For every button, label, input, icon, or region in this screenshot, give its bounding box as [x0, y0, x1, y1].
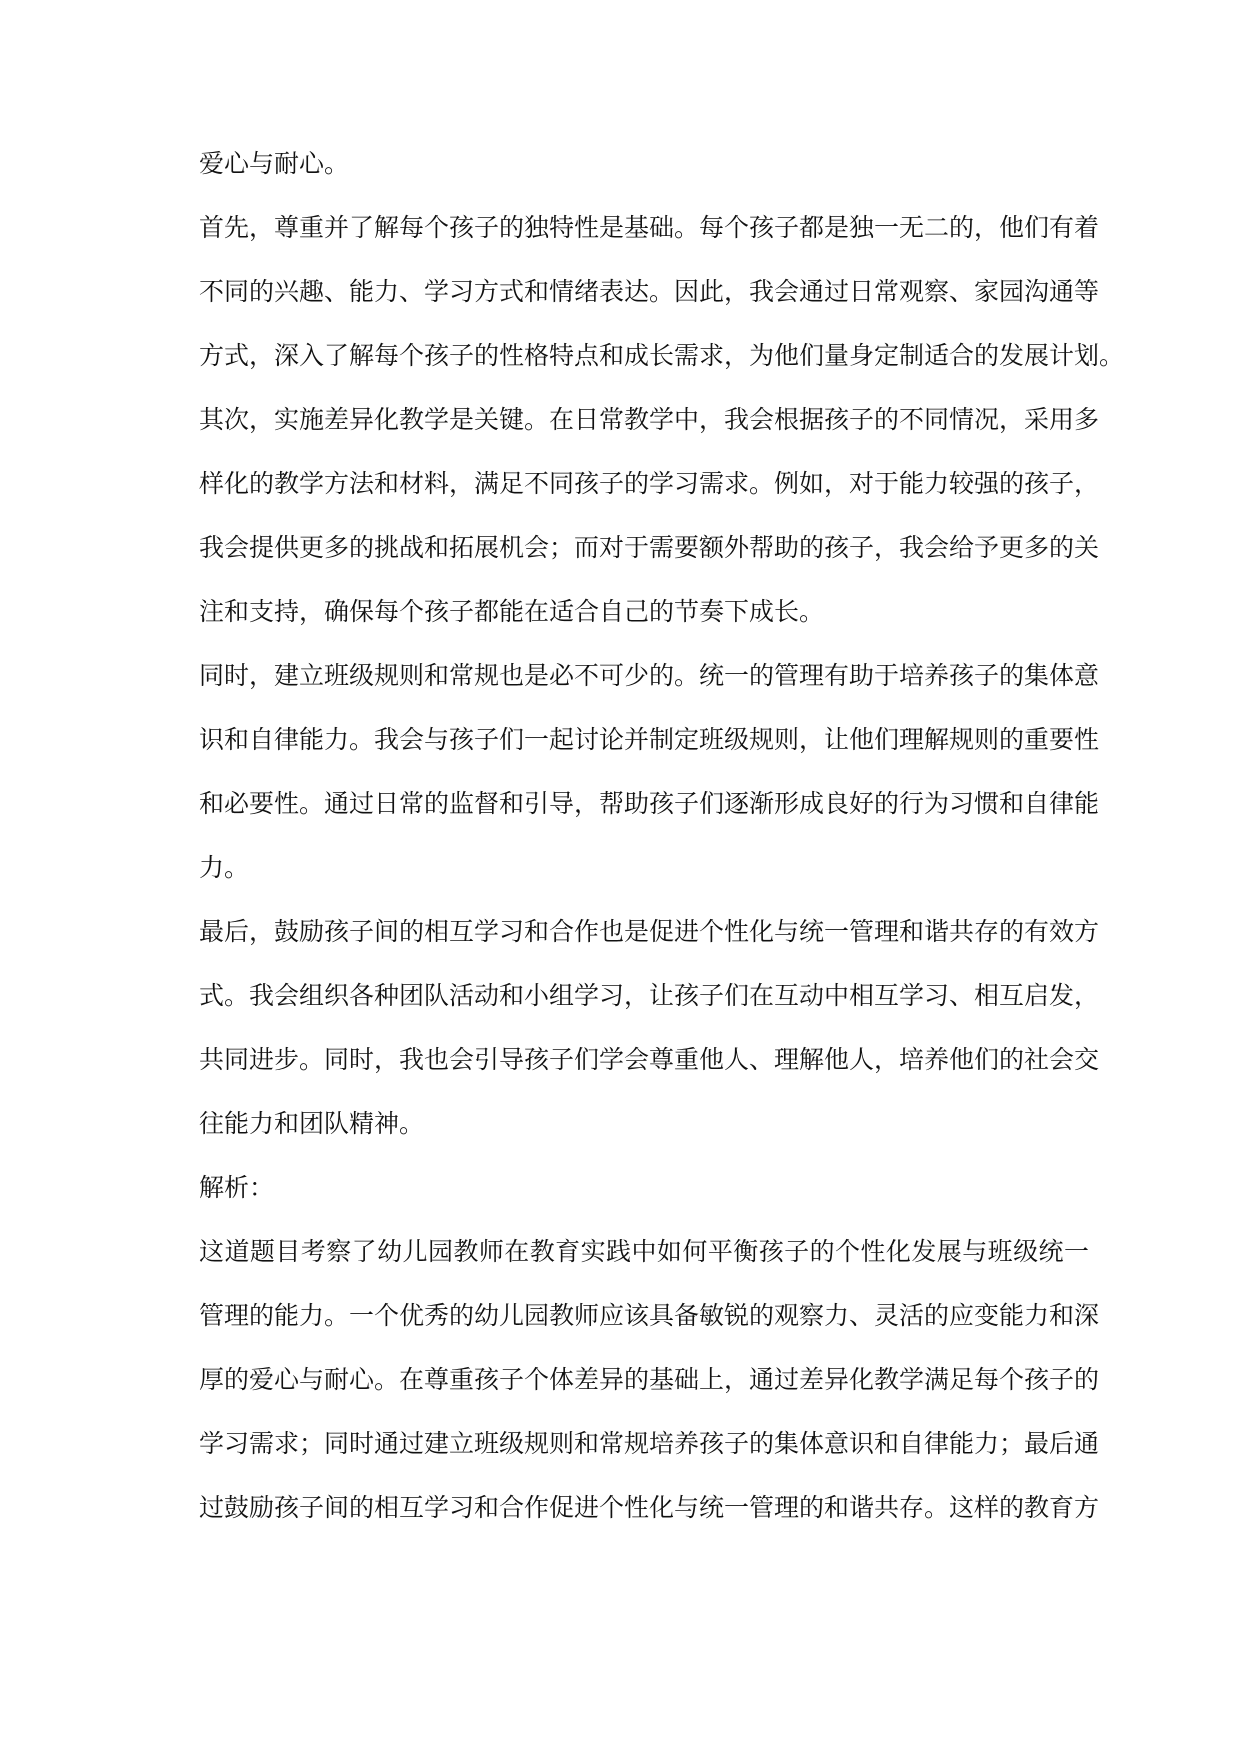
text-line: 首先，尊重并了解每个孩子的独特性是基础。每个孩子都是独一无二的，他们有着: [199, 213, 1100, 242]
text-line: 这道题目考察了幼儿园教师在教育实践中如何平衡孩子的个性化发展与班级统一: [199, 1237, 1089, 1266]
section-heading: 解析：: [199, 1173, 275, 1202]
text-line: 管理的能力。一个优秀的幼儿园教师应该具备敏锐的观察力、灵活的应变能力和深: [199, 1301, 1100, 1330]
text-line: 和必要性。通过日常的监督和引导，帮助孩子们逐渐形成良好的行为习惯和自律能: [199, 789, 1100, 818]
text-line: 我会提供更多的挑战和拓展机会；而对于需要额外帮助的孩子，我会给予更多的关: [199, 533, 1100, 562]
text-line: 爱心与耐心。: [199, 149, 350, 178]
text-line: 识和自律能力。我会与孩子们一起讨论并制定班级规则，让他们理解规则的重要性: [199, 725, 1100, 754]
text-line: 方式，深入了解每个孩子的性格特点和成长需求，为他们量身定制适合的发展计划。: [199, 341, 1125, 370]
body-text: [199, 148, 1125, 1556]
text-line: 同时，建立班级规则和常规也是必不可少的。统一的管理有助于培养孩子的集体意: [199, 661, 1100, 690]
text-line: 往能力和团队精神。: [199, 1109, 425, 1138]
text-line: 学习需求；同时通过建立班级规则和常规培养孩子的集体意识和自律能力；最后通: [199, 1429, 1100, 1458]
text-line: 不同的兴趣、能力、学习方式和情绪表达。因此，我会通过日常观察、家园沟通等: [199, 277, 1100, 306]
text-line: 过鼓励孩子间的相互学习和合作促进个性化与统一管理的和谐共存。这样的教育方: [199, 1493, 1100, 1522]
text-line: 共同进步。同时，我也会引导孩子们学会尊重他人、理解他人，培养他们的社会交: [199, 1045, 1100, 1074]
text-line: 最后，鼓励孩子间的相互学习和合作也是促进个性化与统一管理和谐共存的有效方: [199, 917, 1100, 946]
text-line: 注和支持，确保每个孩子都能在适合自己的节奏下成长。: [199, 597, 825, 626]
text-line: 其次，实施差异化教学是关键。在日常教学中，我会根据孩子的不同情况，采用多: [199, 405, 1100, 434]
text-line: 厚的爱心与耐心。在尊重孩子个体差异的基础上，通过差异化教学满足每个孩子的: [199, 1365, 1100, 1394]
text-line: 力。: [199, 853, 250, 882]
text-line: 样化的教学方法和材料，满足不同孩子的学习需求。例如，对于能力较强的孩子，: [199, 469, 1100, 498]
text-line: 式。我会组织各种团队活动和小组学习，让孩子们在互动中相互学习、相互启发，: [199, 981, 1100, 1010]
